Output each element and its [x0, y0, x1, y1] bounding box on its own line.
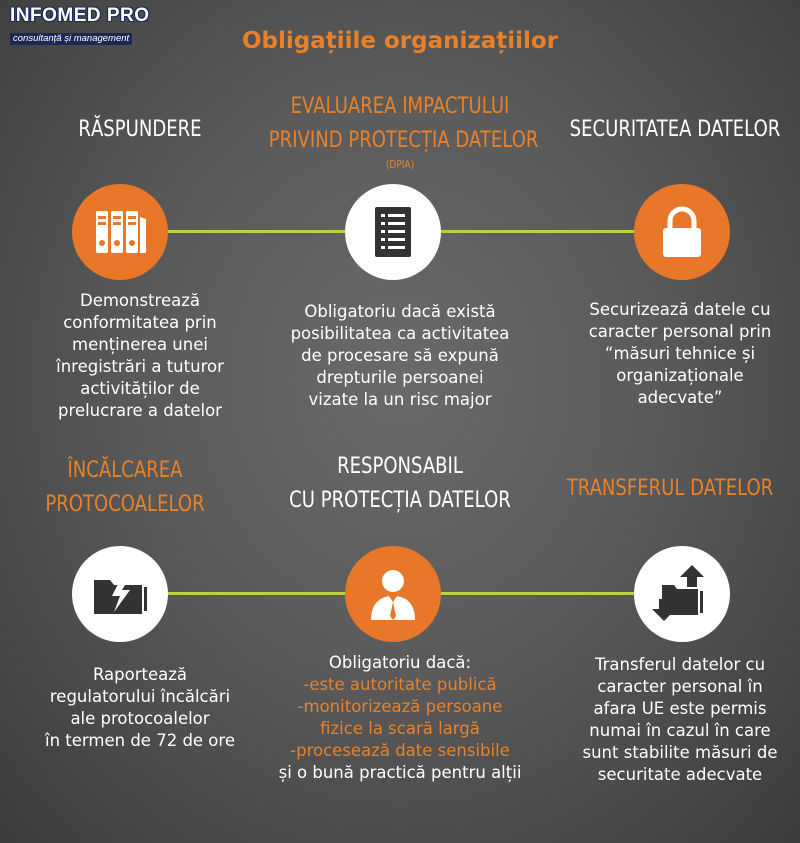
desc-transferul: [560, 654, 800, 786]
circle-raspundere: [72, 184, 168, 280]
desc-line: menținerea unei: [72, 335, 208, 354]
desc-line: în termen de 72 de ore: [45, 731, 235, 750]
desc-line: Demonstrează: [79, 291, 200, 310]
heading-incalcarea-line1: ÎNCĂLCAREA: [67, 458, 183, 483]
desc-line: adecvate”: [637, 388, 723, 407]
desc-responsabil: [255, 652, 545, 784]
desc-line: Transferul datelor cu: [594, 655, 766, 674]
brand-name: INFOMED PRO: [10, 5, 150, 26]
circle-transferul: [634, 546, 730, 642]
desc-line: caracter personal prin: [588, 322, 772, 341]
desc-condition: fizice la scară largă: [320, 719, 480, 738]
heading-transferul: TRANSFERUL DATELOR: [566, 476, 774, 501]
desc-line: Obligatoriu dacă există: [304, 302, 496, 321]
desc-line: Raportează: [92, 665, 188, 684]
connector-line-row2-left: [168, 592, 348, 595]
desc-securitatea: [560, 299, 800, 409]
desc-line: afara UE este permis: [593, 699, 767, 718]
desc-line: prelucrare a datelor: [58, 401, 222, 420]
heading-raspundere: RĂSPUNDERE: [78, 117, 202, 142]
heading-dpia: [268, 90, 539, 172]
heading-incalcarea-line2: PROTOCOALELOR: [45, 492, 205, 517]
connector-line-row1-right: [440, 230, 636, 233]
heading-dpia-line2: PRIVIND PROTECȚIA DATELOR: [268, 128, 539, 153]
desc-condition: -monitorizează persoane: [297, 697, 503, 716]
heading-dpia-line1: EVALUAREA IMPACTULUI: [290, 94, 510, 119]
heading-responsabil-line2: CU PROTECȚIA DATELOR: [289, 488, 511, 513]
desc-line: caracter personal în: [597, 677, 763, 696]
desc-line: sunt stabilite măsuri de: [582, 743, 778, 762]
desc-line: “măsuri tehnice și: [604, 344, 756, 363]
heading-incalcarea: [23, 454, 228, 522]
desc-line: Securizează datele cu: [589, 300, 771, 319]
desc-line: conformitatea prin: [63, 313, 217, 332]
desc-condition: -procesează date sensibile: [290, 741, 510, 760]
desc-dpia: [262, 301, 538, 411]
desc-line: de procesare să expună: [301, 346, 499, 365]
data-transfer-icon: [650, 563, 714, 625]
desc-raspundere: [10, 290, 270, 422]
desc-line: regulatorului încălcări: [49, 687, 231, 706]
circle-securitatea: [634, 184, 730, 280]
desc-line: vizate la un risc major: [308, 390, 492, 409]
desc-line: înregistrări a tuturor: [56, 357, 224, 376]
desc-condition: -este autoritate publică: [303, 675, 497, 694]
broken-folder-icon: [90, 572, 150, 616]
desc-line: numai în cazul în care: [589, 721, 771, 740]
connector-line-row1-left: [168, 230, 348, 233]
padlock-icon: [660, 205, 704, 259]
circle-responsabil: [345, 546, 441, 642]
heading-responsabil-line1: RESPONSABIL: [337, 454, 463, 479]
heading-responsabil: [277, 450, 523, 518]
desc-line: securitate adecvate: [597, 765, 763, 784]
desc-line: posibilitatea ca activitatea: [290, 324, 510, 343]
desc-intro: Obligatoriu dacă:: [328, 653, 472, 672]
heading-securitatea: SECURITATEA DATELOR: [569, 117, 781, 142]
desc-incalcarea: [10, 664, 270, 752]
desc-line: ale protocoalelor: [70, 709, 210, 728]
circle-dpia: [345, 184, 441, 280]
desc-outro: și o bună practică pentru alții: [278, 763, 522, 782]
heading-dpia-sub: (DPIA): [385, 158, 415, 171]
page-title: Obligațiile organizațiilor: [241, 28, 559, 54]
desc-line: activităților de: [80, 379, 200, 398]
circle-incalcarea: [72, 546, 168, 642]
officer-icon: [367, 566, 419, 622]
connector-line-row2-right: [440, 592, 636, 595]
binders-icon: [92, 207, 148, 257]
desc-line: drepturile persoanei: [316, 368, 484, 387]
brand-tagline: consultanță și management: [10, 33, 132, 45]
desc-line: organizaționale: [616, 366, 744, 385]
checklist-icon: [373, 205, 413, 259]
